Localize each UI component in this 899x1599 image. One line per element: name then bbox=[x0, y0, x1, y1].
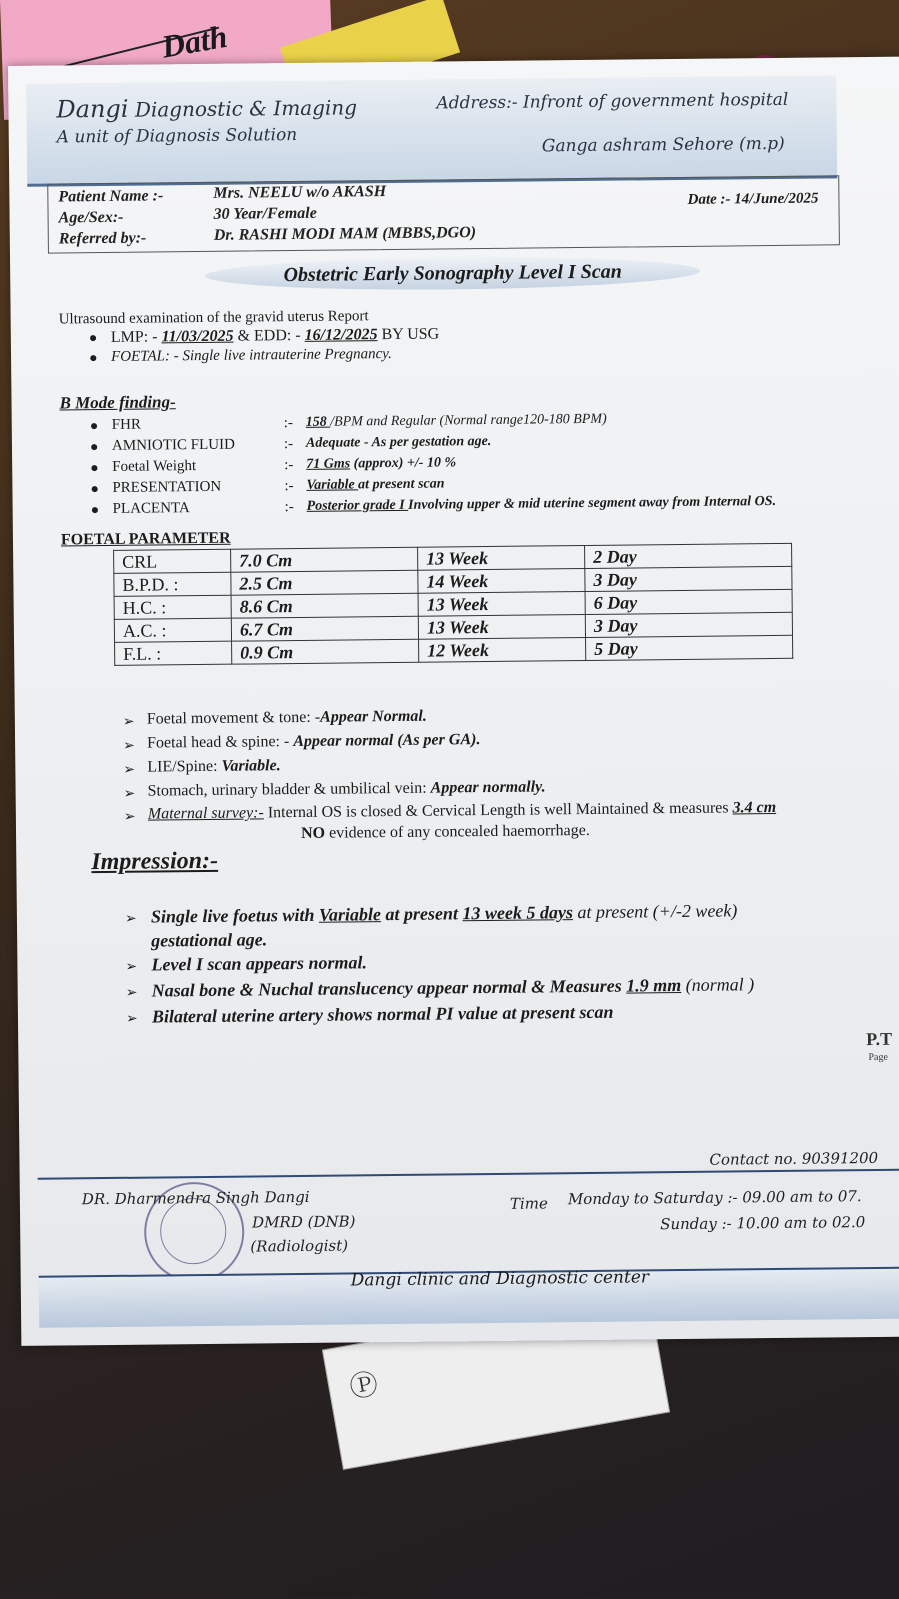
finding-line: Foetal head & spine: - Appear normal (As per GA). bbox=[147, 731, 481, 752]
parameter-cell: 3 Day bbox=[585, 612, 792, 637]
bullet-icon: ● bbox=[90, 482, 99, 498]
parameter-cell: 12 Week bbox=[419, 637, 586, 662]
bmode-separator: :- bbox=[283, 415, 294, 432]
age-sex-label: Age/Sex:- bbox=[58, 208, 124, 227]
arrow-bullet-icon: ➢ bbox=[125, 958, 138, 975]
center-name: Dangi clinic and Diagnostic center bbox=[350, 1267, 650, 1291]
patient-name-value: Mrs. NEELU w/o AKASH bbox=[213, 183, 387, 202]
arrow-bullet-icon: ➢ bbox=[123, 737, 135, 754]
impression-line-1b: gestational age. bbox=[151, 929, 268, 951]
arrow-bullet-icon: ➢ bbox=[123, 785, 136, 802]
bmode-label: Foetal Weight bbox=[112, 458, 197, 475]
maternal-survey-line: Maternal survey:- Internal OS is closed & Cervical Length is well Maintained & measures 3.4 cm bbox=[147, 798, 777, 823]
page-small-label: Page bbox=[868, 1051, 888, 1064]
finding-line: Stomach, urinary bladder & umbilical vein: Appear normally. bbox=[147, 778, 546, 800]
arrow-bullet-icon: ➢ bbox=[125, 1010, 138, 1027]
impression-line-3: Nasal bone & Nuchal translucency appear normal & Measures 1.9 mm (normal ) bbox=[151, 974, 755, 1001]
impression-heading: Impression:- bbox=[91, 847, 219, 876]
parameter-cell: B.P.D. : bbox=[114, 572, 231, 596]
intro-text: Ultrasound examination of the gravid uterus Report bbox=[58, 308, 369, 328]
edd-value: 16/12/2025 bbox=[304, 326, 378, 344]
maternal-survey-label: Maternal survey:- bbox=[147, 804, 264, 823]
bmode-value: Variable at present scan bbox=[306, 476, 445, 493]
bullet-icon: ● bbox=[89, 419, 99, 435]
address-line-1: Address:- Infront of government hospital bbox=[436, 89, 789, 114]
time-label: Time bbox=[509, 1194, 548, 1213]
bmode-separator: :- bbox=[284, 499, 294, 516]
bmode-label: AMNIOTIC FLUID bbox=[111, 436, 235, 454]
referred-by-label: Referred by:- bbox=[58, 229, 147, 248]
address-line-2: Ganga ashram Sehore (m.p) bbox=[541, 133, 785, 157]
impression-line-4: Bilateral uterine artery shows normal PI value at present scan bbox=[151, 1001, 614, 1027]
arrow-bullet-icon: ➢ bbox=[123, 808, 136, 825]
circled-glyph-icon: Ⓟ bbox=[347, 1366, 381, 1405]
parameter-cell: CRL bbox=[114, 549, 231, 573]
bullet-icon: ● bbox=[90, 503, 100, 519]
arrow-bullet-icon: ➢ bbox=[125, 984, 138, 1001]
bmode-value: 158 /BPM and Regular (Normal range120-180 BPM) bbox=[305, 411, 607, 430]
arrow-bullet-icon: ➢ bbox=[123, 761, 136, 778]
pink-note-text: Dath bbox=[158, 17, 230, 65]
referred-by-value: Dr. RASHI MODI MAM (MBBS,DGO) bbox=[213, 224, 477, 244]
bmode-value: Adequate - As per gestation age. bbox=[305, 433, 492, 451]
parameter-cell: 6 Day bbox=[585, 589, 792, 614]
patient-name-label: Patient Name :- bbox=[58, 187, 164, 206]
parameter-cell: 2.5 Cm bbox=[231, 570, 418, 595]
bullet-icon: ● bbox=[88, 331, 98, 347]
foetal-line: FOETAL: - Single live intrauterine Pregnancy. bbox=[110, 345, 392, 365]
page-turn-marker: P.T bbox=[866, 1028, 893, 1050]
parameter-heading: FOETAL PARAMETER bbox=[60, 529, 231, 549]
bmode-value: 71 Gms (approx) +/- 10 % bbox=[306, 455, 457, 472]
report-sheet bbox=[8, 57, 899, 1346]
bmode-label: FHR bbox=[111, 416, 142, 433]
brand-unit: A unit of Diagnosis Solution bbox=[56, 124, 298, 148]
doctor-name: DR. Dharmendra Singh Dangi bbox=[81, 1187, 310, 1209]
bmode-separator: :- bbox=[284, 457, 294, 474]
maternal-survey-line-2: NO evidence of any concealed haemorrhage. bbox=[300, 821, 590, 842]
parameter-cell: A.C. : bbox=[114, 618, 231, 642]
impression-line-1: Single live foetus with Variable at present 13 week 5 days at present (+/-2 week) bbox=[150, 900, 738, 927]
parameter-cell: 13 Week bbox=[418, 591, 585, 616]
footer-divider bbox=[38, 1169, 899, 1180]
bmode-separator: :- bbox=[283, 436, 294, 453]
doctor-degree: DMRD (DNB) bbox=[252, 1212, 356, 1232]
bmode-label: PLACENTA bbox=[112, 500, 190, 517]
report-date: Date :- 14/June/2025 bbox=[687, 190, 819, 208]
bullet-icon: ● bbox=[90, 461, 99, 477]
parameter-cell: F.L. : bbox=[115, 641, 232, 665]
parameter-cell: 0.9 Cm bbox=[232, 639, 419, 664]
lmp-edd-line: LMP: - 11/03/2025 & EDD: - 16/12/2025 BY USG bbox=[110, 325, 440, 346]
parameter-cell: 5 Day bbox=[586, 635, 793, 660]
report-title: Obstetric Early Sonography Level I Scan bbox=[205, 255, 700, 292]
finding-line: LIE/Spine: Variable. bbox=[147, 757, 281, 776]
sunday-hours: Sunday :- 10.00 am to 02.0 bbox=[660, 1213, 866, 1234]
doctor-role: (Radiologist) bbox=[250, 1236, 349, 1256]
age-sex-value: 30 Year/Female bbox=[213, 204, 317, 223]
parameter-cell: 3 Day bbox=[585, 566, 792, 591]
bmode-label: PRESENTATION bbox=[112, 478, 222, 496]
parameter-cell: 6.7 Cm bbox=[231, 616, 418, 641]
bmode-value: Posterior grade I Involving upper & mid uterine segment away from Internal OS. bbox=[306, 493, 777, 514]
bullet-icon: ● bbox=[89, 440, 99, 456]
arrow-bullet-icon: ➢ bbox=[124, 910, 137, 927]
brand-name: Dangi Diagnostic & Imaging bbox=[56, 94, 358, 124]
parameter-cell: 13 Week bbox=[418, 545, 585, 570]
arrow-bullet-icon: ➢ bbox=[122, 713, 135, 730]
parameter-cell: 7.0 Cm bbox=[231, 547, 418, 572]
bullet-icon: ● bbox=[88, 351, 98, 367]
impression-line-2: Level I scan appears normal. bbox=[151, 952, 368, 975]
parameter-cell: 13 Week bbox=[418, 614, 585, 639]
lmp-value: 11/03/2025 bbox=[161, 327, 234, 346]
letterhead bbox=[26, 75, 837, 186]
bmode-heading: B Mode finding- bbox=[59, 392, 176, 413]
parameter-cell: 8.6 Cm bbox=[231, 593, 418, 618]
foetal-parameter-table bbox=[113, 543, 793, 666]
parameter-cell: 14 Week bbox=[418, 568, 585, 593]
contact-number: Contact no. 90391200 bbox=[709, 1148, 879, 1169]
patient-info-box bbox=[47, 175, 840, 253]
cervical-length-value: 3.4 cm bbox=[732, 798, 777, 817]
finding-line: Foetal movement & tone: -Appear Normal. bbox=[146, 707, 427, 728]
parameter-cell: H.C. : bbox=[114, 595, 231, 619]
weekday-hours: Monday to Saturday :- 09.00 am to 07. bbox=[567, 1187, 862, 1209]
parameter-cell: 2 Day bbox=[585, 543, 792, 568]
bmode-separator: :- bbox=[284, 478, 294, 495]
